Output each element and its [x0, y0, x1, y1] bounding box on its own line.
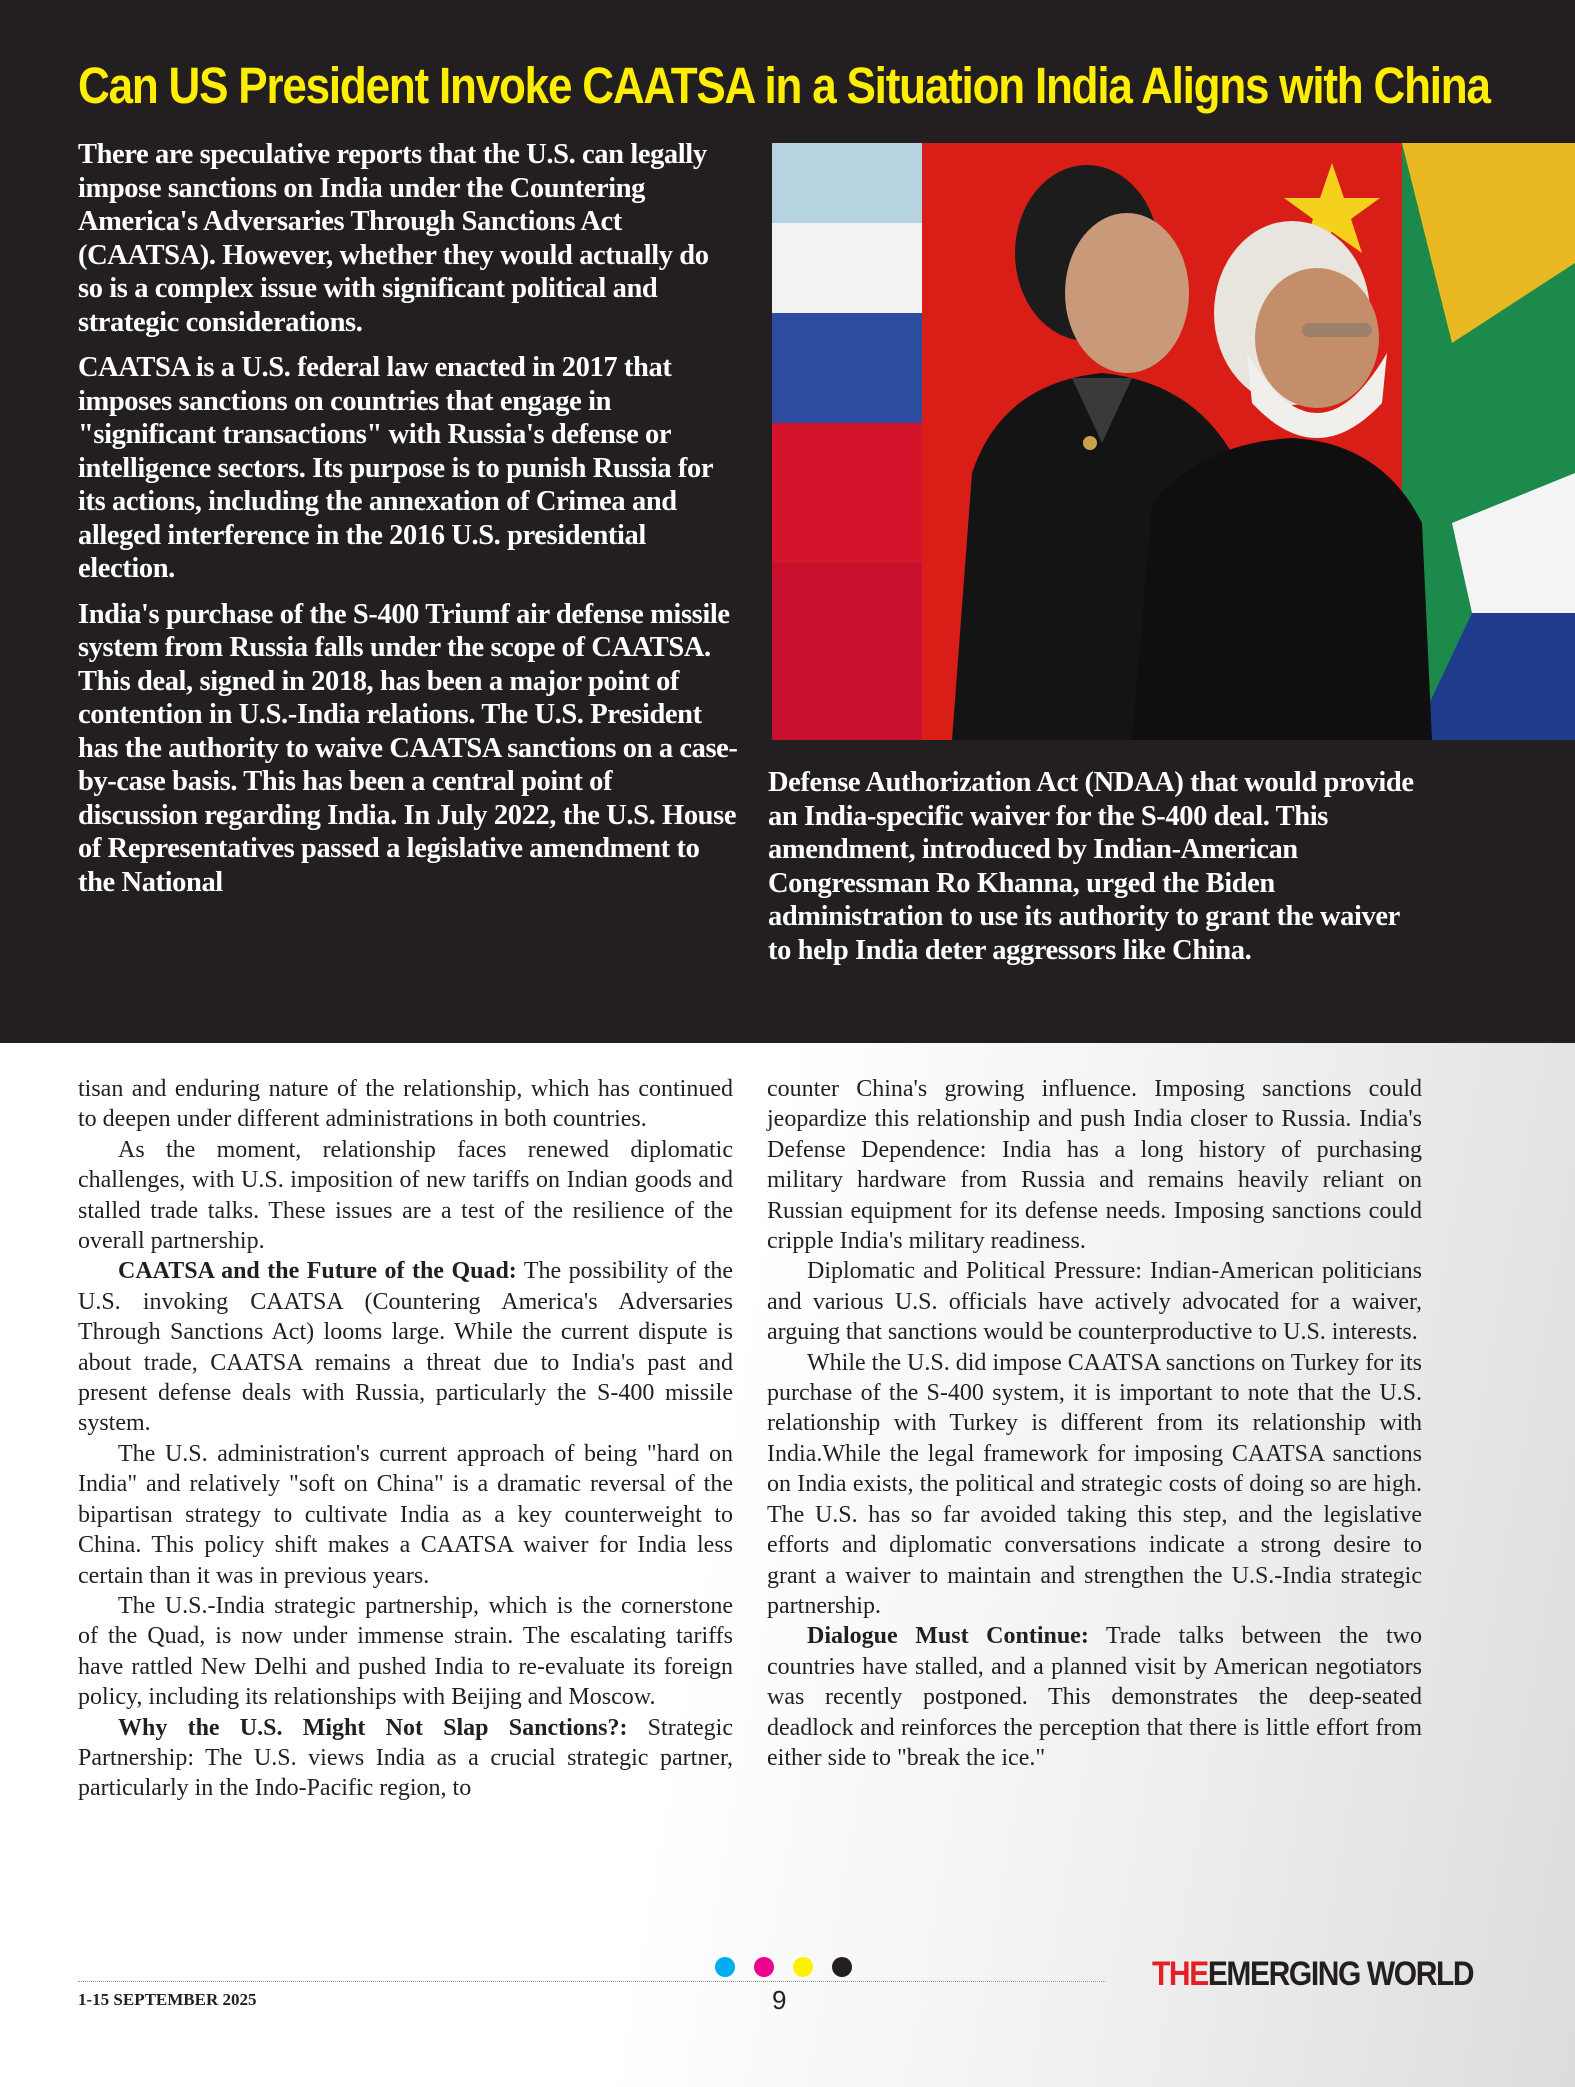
body-paragraph: Diplomatic and Political Pressure: Indian-American politicians and various U.S. officials have actively advocated for a waiver, arguing that sanctions would be counterproductive to U.S. interests.	[767, 1258, 1422, 1346]
lead-left-column	[78, 138, 738, 911]
subheading: Why the U.S. Might Not Slap Sanctions?:	[118, 1714, 628, 1741]
leaders-photo	[772, 143, 1575, 740]
body-column-left	[78, 1074, 733, 1804]
cyan-dot	[715, 1957, 735, 1977]
body-paragraph: The U.S. administration's current approach of being "hard on India" and relatively "soft on China" is a dramatic reversal of the bipartisan strategy to cultivate India as a key counterweight to China. This policy shift makes a CAATSA waiver for India less certain than it was in previous years.	[78, 1440, 733, 1589]
body-paragraph: CAATSA and the Future of the Quad: The possibility of the U.S. invoking CAATSA (Countering America's Adversaries Through Sanctions Act) looms large. While the current dispute is about trade, CAATSA remains a threat due to India's past and present defense deals with Russia, particularly the S-400 missile system.	[78, 1258, 733, 1437]
body-paragraph: The U.S.-India strategic partnership, which is the cornerstone of the Quad, is now under immense strain. The escalating tariffs have rattled New Delhi and pushed India to re-evaluate its foreign policy, including its relationships with Beijing and Moscow.	[78, 1592, 733, 1711]
subheading: Dialogue Must Continue:	[807, 1623, 1089, 1650]
body-paragraph: tisan and enduring nature of the relationship, which has continued to deepen under different administrations in both countries.	[78, 1076, 733, 1133]
lead-paragraph: Defense Authorization Act (NDAA) that would provide an India-specific waiver for the S-400 deal. This amendment, introduced by Indian-American Congressman Ro Khanna, urged the Biden administration to use its authority to grant the waiver to help India deter aggressors like China.	[768, 767, 1414, 966]
body-paragraph: counter China's growing influence. Imposing sanctions could jeopardize this relationship and push India closer to Russia. India's Defense Dependence: India has a long history of purchasing military hardware from Russia and remains heavily reliant on Russian equipment for its defense needs. Imposing sanctions could cripple India's military readiness.	[767, 1076, 1422, 1255]
body-column-right	[767, 1074, 1422, 1773]
lead-paragraph: There are speculative reports that the U.S. can legally impose sanctions on India under the Countering America's Adversaries Through Sanctions Act (CAATSA). However, whether they would actually do so is a complex issue with significant political and strategic considerations.	[78, 139, 709, 338]
page-number: 9	[772, 1985, 787, 2015]
body-paragraph: Dialogue Must Continue: Trade talks between the two countries have stalled, and a planned visit by American negotiators was recently postponed. This demonstrates the deep-seated deadlock and reinforces the perception that there is little effort from either side to "break the ice."	[767, 1623, 1422, 1771]
body-paragraph: As the moment, relationship faces renewed diplomatic challenges, with U.S. imposition of new tariffs on Indian goods and stalled trade talks. These issues are a test of the resilience of the overall partnership.	[78, 1136, 733, 1255]
registration-marks	[715, 1957, 871, 1979]
lead-paragraph: CAATSA is a U.S. federal law enacted in 2017 that imposes sanctions on countries that engage in "significant transactions" with Russia's defense or intelligence sectors. Its purpose is to punish Russia for its actions, including the annexation of Crimea and alleged interference in the 2016 U.S. presidential election.	[78, 352, 713, 584]
yellow-dot	[793, 1957, 813, 1977]
black-dot	[832, 1957, 852, 1977]
subheading: CAATSA and the Future of the Quad:	[118, 1258, 517, 1285]
issue-date: 1-15 SEPTEMBER 2025	[78, 1990, 257, 2009]
headline: Can US President Invoke CAATSA in a Situation India Aligns with China	[78, 58, 1490, 115]
magenta-dot	[754, 1957, 774, 1977]
body-paragraph: While the U.S. did impose CAATSA sanctions on Turkey for its purchase of the S-400 system, it is important to note that the U.S. relationship with Turkey is different from its relationship with India.While the legal framework for imposing CAATSA sanctions on India exists, the political and strategic costs of doing so are high. The U.S. has so far avoided taking this step, and the legislative efforts and diplomatic conversations indicate a strong desire to grant a waiver to maintain and strengthen the U.S.-India strategic partnership.	[767, 1349, 1422, 1619]
lead-paragraph: India's purchase of the S-400 Triumf air defense missile system from Russia falls under the scope of CAATSA. This deal, signed in 2018, has been a major point of contention in U.S.-India relations. The U.S. President has the authority to waive CAATSA sanctions on a case-by-case basis. This has been a central point of discussion regarding India. In July 2022, the U.S. House of Representatives passed a legislative amendment to the National	[78, 598, 738, 898]
publication-logo: THEEMERGING WORLD	[1152, 1955, 1474, 1993]
body-paragraph: Why the U.S. Might Not Slap Sanctions?: Strategic Partnership: The U.S. views India as a crucial strategic partner, particularly in the Indo-Pacific region, to	[78, 1714, 733, 1802]
footer-rule	[78, 1981, 1106, 1982]
lead-right-column	[768, 766, 1428, 967]
